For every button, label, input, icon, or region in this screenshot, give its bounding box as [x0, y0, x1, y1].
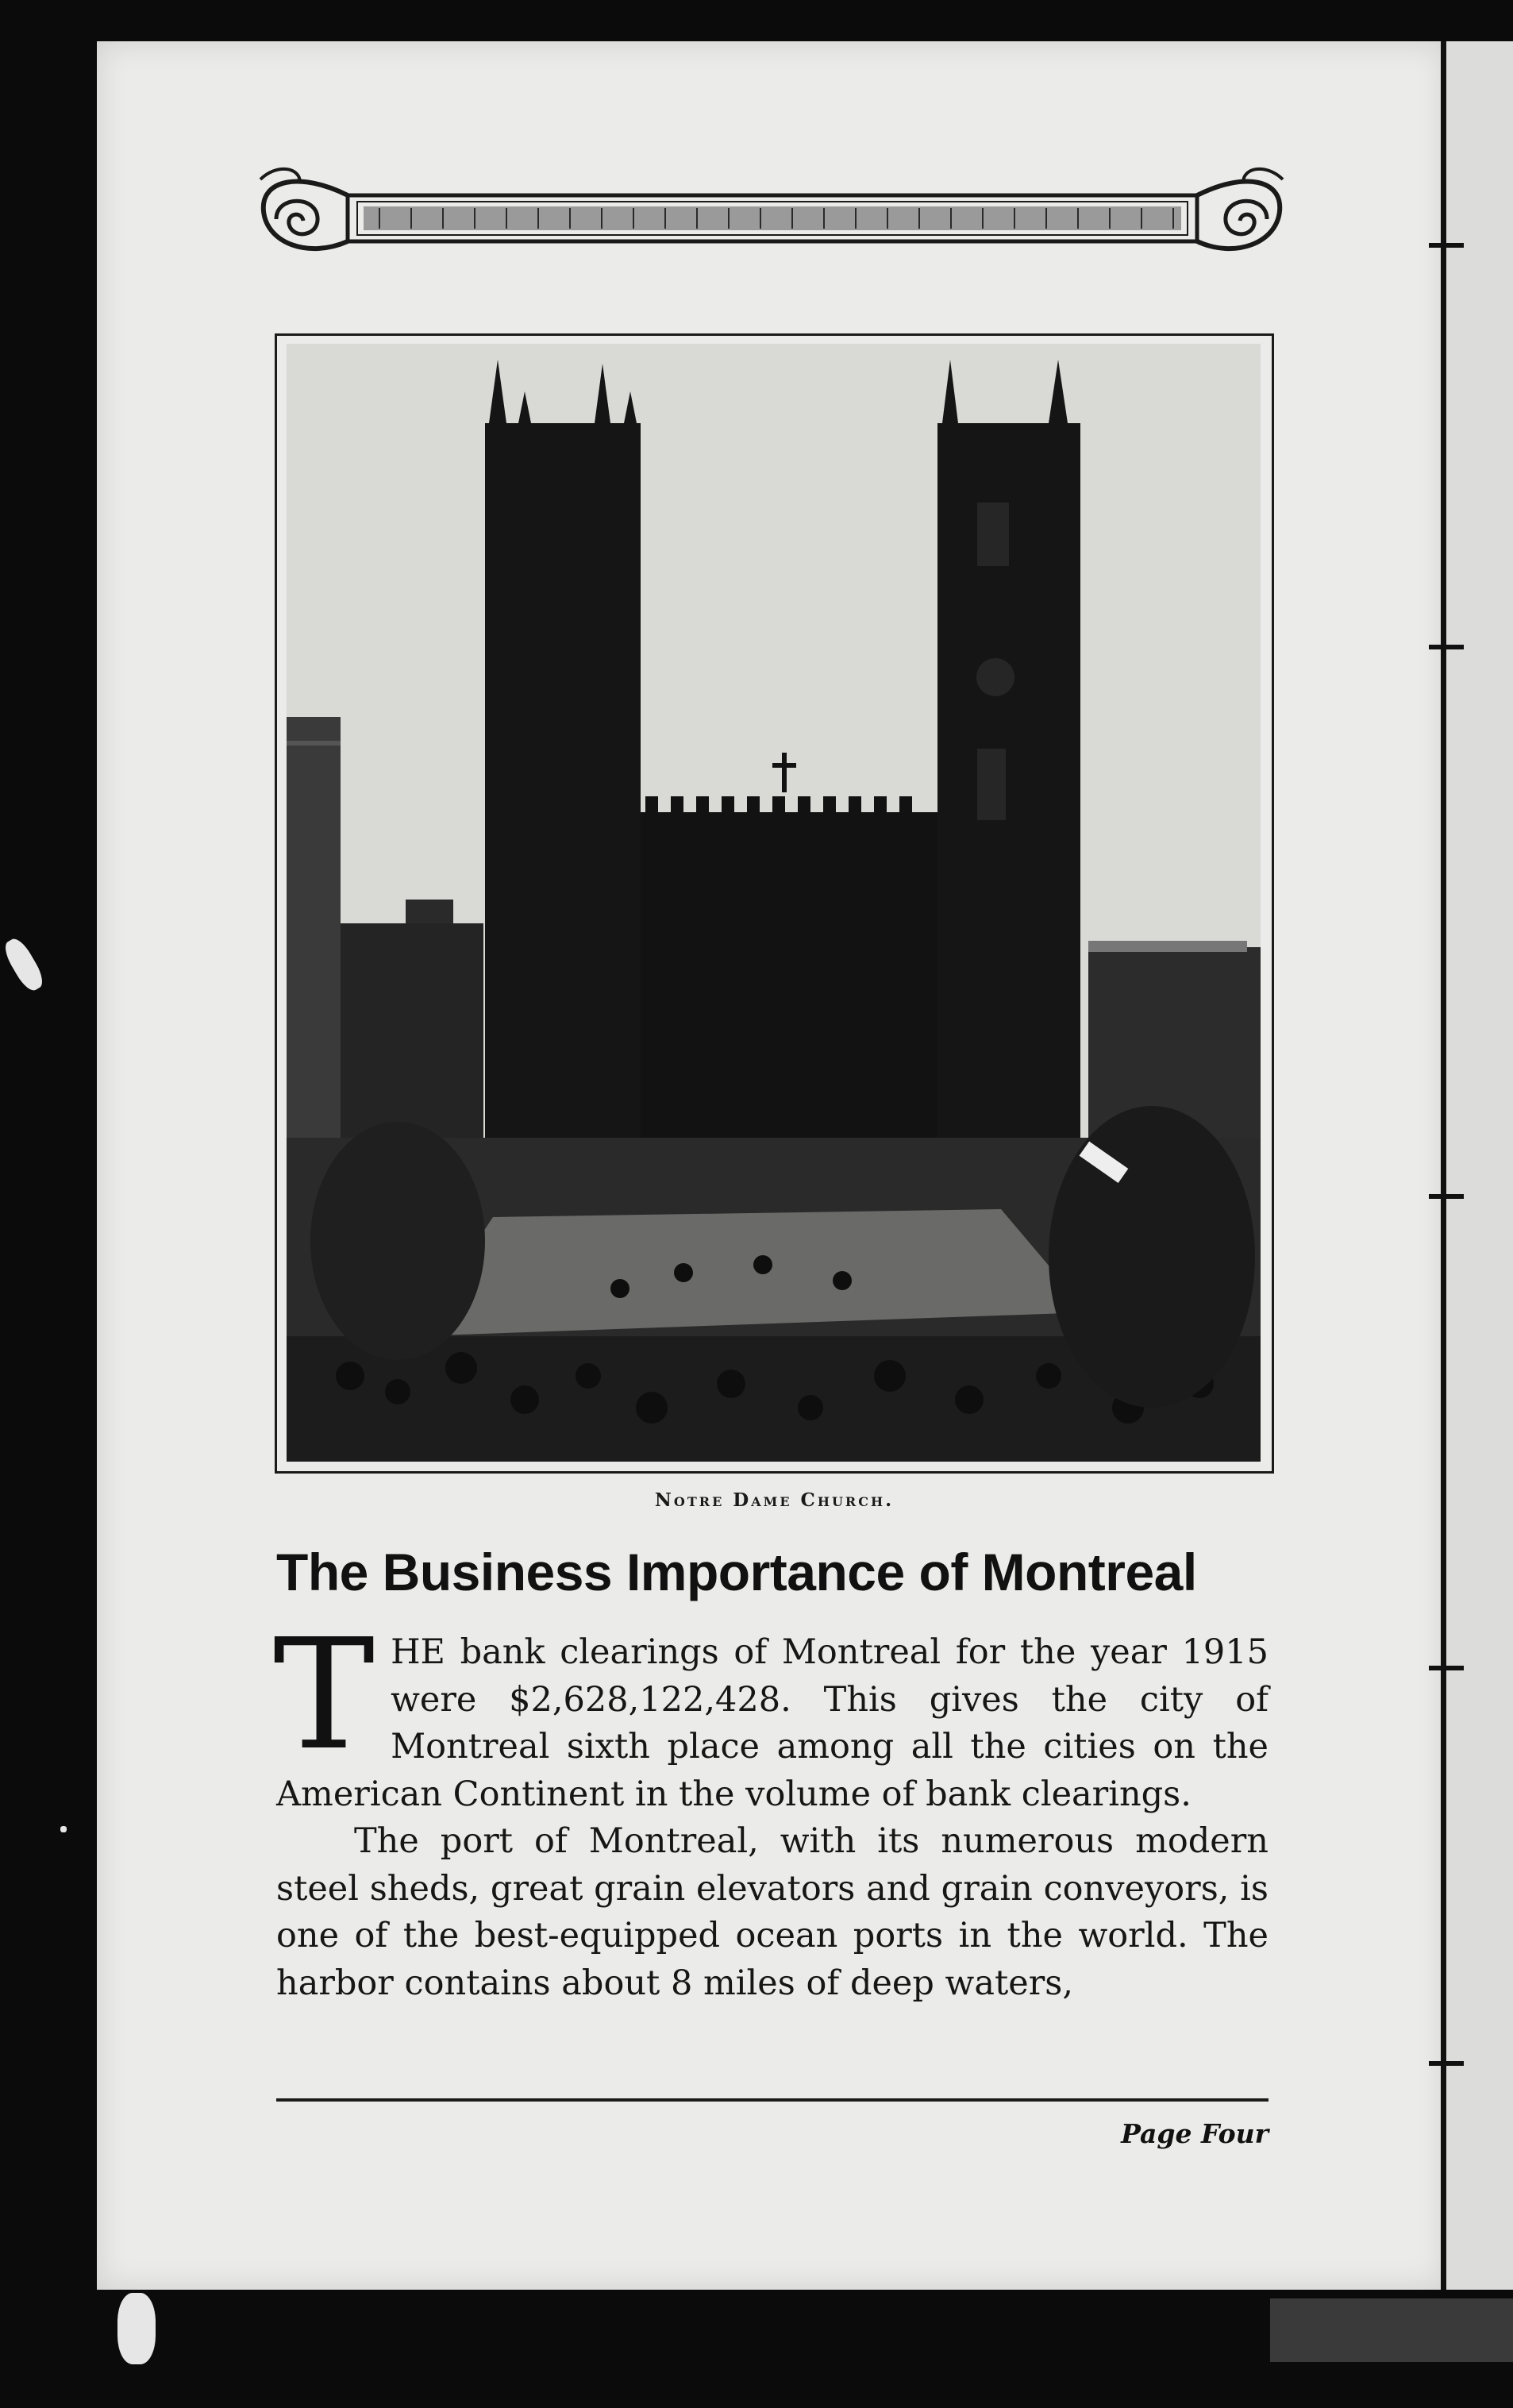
paragraph-1: [273, 1607, 1269, 1818]
binding-strip: [1446, 41, 1513, 2290]
drop-cap: T: [273, 1607, 375, 1784]
scan-artifact: [117, 2293, 156, 2364]
church-photo-frame: [275, 333, 1274, 1474]
scan-artifact: [0, 935, 47, 995]
binding-stitch: [1429, 1666, 1464, 1670]
photo-caption: Notre Dame Church.: [654, 1489, 895, 1511]
footer-rule: [276, 2098, 1269, 2102]
binding-stitch: [1429, 2061, 1464, 2066]
scan-artifact: [60, 1826, 67, 1832]
binding-stitch: [1429, 243, 1464, 248]
article-body: [273, 1607, 1269, 2007]
binding-spine: [1441, 41, 1446, 2290]
ornamental-header: [252, 164, 1291, 268]
binding-stitch: [1429, 645, 1464, 649]
binding-stitch: [1429, 1194, 1464, 1199]
paragraph-1-text: HE bank clearings of Montreal for the year 1915 were $2,628,122,428. This gives the city of Montreal sixth place among all the cities on the American Continent in the volume of bank clearings.: [276, 1632, 1269, 1814]
paragraph-2: The port of Montreal, with its numerous modern steel sheds, great grain elevators and grain conveyors, is one of the best-equipped ocean ports in the world. The harbor contains about 8 miles of deep waters,: [276, 1821, 1269, 2003]
scan-edge: [1270, 2298, 1513, 2362]
article-headline: The Business Importance of Montreal: [276, 1543, 1197, 1601]
notre-dame-church-photo: [287, 344, 1261, 1462]
page-number: Page Four: [1121, 2118, 1269, 2149]
